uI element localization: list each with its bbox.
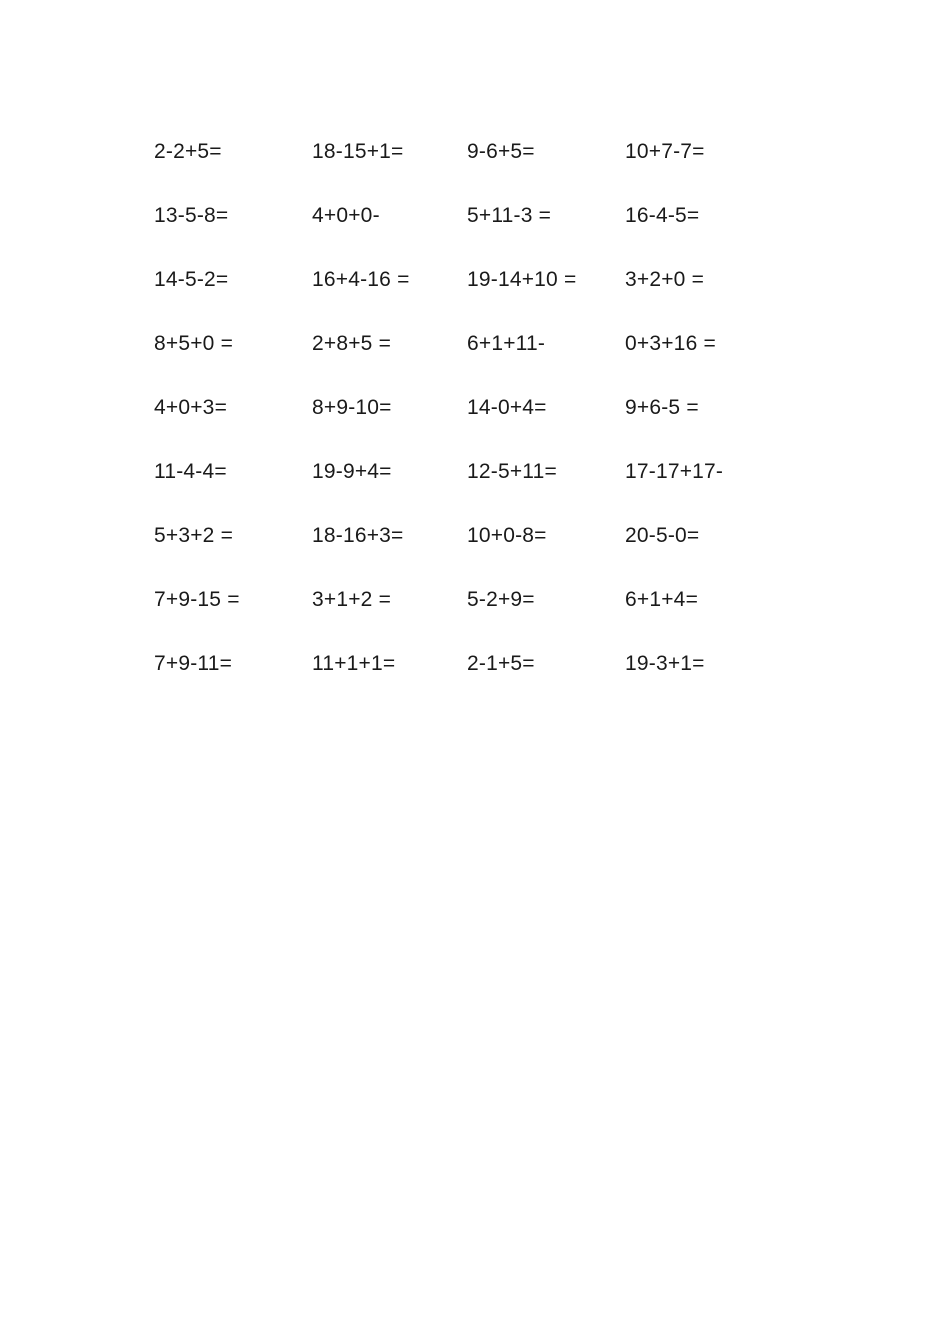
problem: 5+3+2 = (154, 524, 234, 547)
problem-row (154, 440, 794, 504)
problem: 3+2+0 = (625, 268, 705, 291)
problem: 20-5-0= (625, 524, 700, 547)
problem: 10+0-8= (467, 524, 547, 547)
problem: 12-5+11= (467, 460, 557, 483)
problem-row (154, 632, 794, 696)
problem: 13-5-8= (154, 204, 229, 227)
problem: 14-5-2= (154, 268, 229, 291)
problem: 2-1+5= (467, 652, 535, 675)
problem: 19-3+1= (625, 652, 705, 675)
problem-row (154, 568, 794, 632)
problem: 19-9+4= (312, 460, 392, 483)
problem: 2+8+5 = (312, 332, 392, 355)
problem: 16+4-16 = (312, 268, 410, 291)
problem: 6+1+4= (625, 588, 699, 611)
problem-row (154, 312, 794, 376)
problem: 11+1+1= (312, 652, 396, 675)
problem: 2-2+5= (154, 140, 222, 163)
problem-row (154, 184, 794, 248)
problem: 3+1+2 = (312, 588, 392, 611)
problem: 14-0+4= (467, 396, 547, 419)
problem: 0+3+16 = (625, 332, 716, 355)
problem: 17-17+17- (625, 460, 724, 483)
problem-row (154, 376, 794, 440)
problem-row (154, 504, 794, 568)
problem: 9-6+5= (467, 140, 535, 163)
problem-row (154, 248, 794, 312)
problem: 4+0+3= (154, 396, 228, 419)
problem: 4+0+0- (312, 204, 380, 227)
problem-row (154, 120, 794, 184)
problem: 18-16+3= (312, 524, 404, 547)
problem: 9+6-5 = (625, 396, 699, 419)
problem: 10+7-7= (625, 140, 705, 163)
arithmetic-worksheet (154, 120, 794, 696)
problem: 18-15+1= (312, 140, 404, 163)
problem: 5-2+9= (467, 588, 535, 611)
problem: 5+11-3 = (467, 204, 552, 227)
problem: 6+1+11- (467, 332, 546, 355)
problem: 16-4-5= (625, 204, 700, 227)
problem: 11-4-4= (154, 460, 227, 483)
problem: 7+9-11= (154, 652, 233, 675)
problem: 7+9-15 = (154, 588, 240, 611)
problem: 8+5+0 = (154, 332, 234, 355)
problem: 8+9-10= (312, 396, 392, 419)
problem: 19-14+10 = (467, 268, 577, 291)
